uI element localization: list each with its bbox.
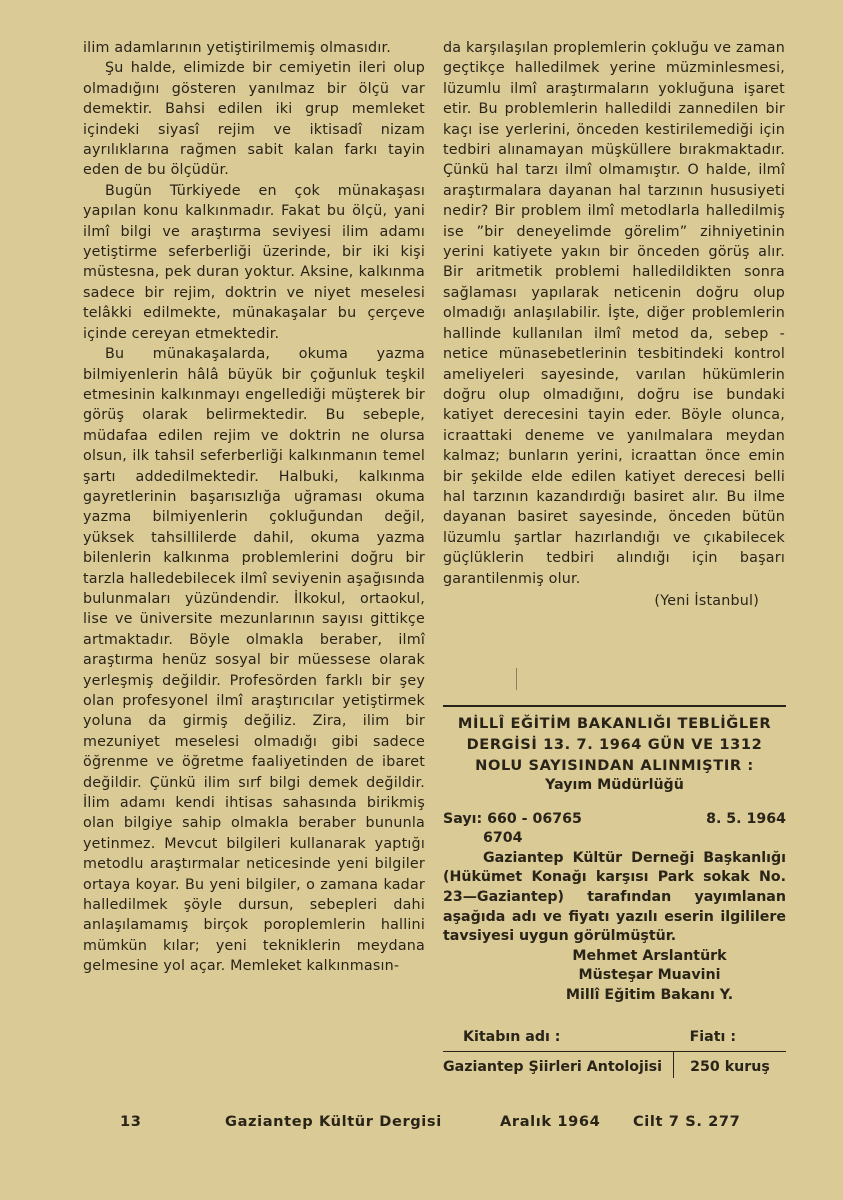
signer-title: Müsteşar Muavini: [578, 967, 721, 984]
notice-reference-extra: [443, 829, 786, 849]
notice-title: MİLLÎ EĞİTİM BAKANLIĞI TEBLİĞLER DERGİSİ 13. 7. 1964 GÜN VE 1312 NOLU SAYISINDAN ALINMIŞTIR :: [457, 715, 772, 774]
book-name: Gaziantep Şiirleri Antolojisi: [443, 1052, 674, 1078]
paragraph: Bugün Türkiyede en çok münakaşası yapılan konu kalkınmadır. Fakat bu ölçü, yani ilmî bilgi ve araştırma seviyesi ilim adamı yetiştirme seferberliği üzerinde, bir iki kişi müstesna, pek duran yoktur. Aksine, kalkınma sadece bir rejim, doktrin ve niyet meselesi telâkki edilmekte, münakaşalar bu çerçeve içinde cereyan etmektedir.: [83, 182, 425, 342]
paragraph: Bu münakaşalarda, okuma yazma bilmiyenlerin hâlâ büyük bir çoğunluk teşkil etmesinin kalkınmayı engellediği müşterek bir görüş olarak belirmektedir. Bu sebeple, müdafaa edilen rejim ve doktrin ne olursa olsun, ilk tahsil seferberliği kalkınmanın temel şartı addedilmektedir. Halbuki, kalkınma gayretlerinin başarısızlığa uğraması okuma yazma bilmiyenlerin çokluğundan değil, yüksek tahsillilerde dahil, okuma yazma bilenlerin kalkınma problemlerini doğru bir tarzla halledebilecek ilmî seviyenin aşağısında bulunmaları yüzündendir. İlkokul, ortaokul, lise ve üniversite mezunlarının sayısı gittikçe artmaktadır. Böyle olmakla beraber, ilmî araştırma henüz sosyal bir müessese olarak yerleşmiş değildir. Profesörden farklı bir şey olan profesyonel ilmî araştırıcılar yetiştirmek yoluna da girmiş değiliz. Zira, ilim bir mezuniyet meselesi olmadığı gibi sadece öğrenme ve öğretme faaliyetinden de ibaret değildir. Çünkü ilim sırf bilgi demek değildir. İlim adamı kendi ihtisas sahasında birikmiş olan bilgiye sahip olmakla beraber bununla yetinmez. Mevcut bilgileri kullanarak yaptığı metodlu araştırmalar neticesinde yeni bilgiler ortaya koyar. Bu yeni bilgiler, o zamana kadar halledilmek şöyle dursun, sebepleri dahi anlaşılamamış birçok poroplemlerin hallini mümkün kılar; yeni tekniklerin meydana gelmesine yol açar. Memleket kalkınmasın-: [83, 346, 425, 975]
signer-name: Mehmet Arslantürk: [572, 947, 727, 964]
left-column: [83, 38, 425, 977]
journal-name: Gaziantep Kültür Dergisi: [225, 1113, 442, 1130]
notice-subtitle: Yayım Müdürlüğü: [545, 777, 684, 793]
price-table: [443, 1051, 786, 1078]
right-column: [443, 38, 785, 611]
book-price-header: Fiatı :: [689, 1028, 736, 1045]
signer-office: Millî Eğitim Bakanı Y.: [565, 986, 734, 1003]
paragraph: da karşılaşılan proplemlerin çokluğu ve zaman geçtikçe halledilmek yerine müzminlesmesi, lüzumlu ilmî araştırmaların yokluğuna işaret etir. Bu problemlerin halledildi zannedilen bir kaçı ise yerlerini, önceden kestirilemediği için tedbiri alınamayan müşküllere bırakmaktadır. Çünkü hal tarzı ilmî olmamıştır. O halde, ilmî araştırmalara dayanan hal tarzının hususiyeti nedir? Bir problem ilmî metodlarla halledilmiş ise ”bir deneyelimde görelim” zihniyetinin yerini katiyete yakın bir önceden görüş alır. Bir aritmetik problemi halledildikten sonra sağlaması yapılarak neticenin doğru olup olmadığı anlaşılabilir. İşte, diğer problemlerin hallinde kullanılan ilmî metod da, sebep - netice münasebetlerinin tesbitindeki kontrol ameliyeleri sayesinde, varılan hükümlerin doğru olup olmadığını, doğru ise bundaki katiyet derecesini tayin eder. Böyle olunca, icraattaki deneme ve yanılmalara meydan kalmaz; bunların yerini, icraattan önce emin bir şekilde elde edilen katiyet derecesi belli hal tarzının kazandırdığı basiret alır. Bu ilme dayanan basiret sayesinde, önceden bütün lüzumlu şartlar hazırlandığı ve çıkabilecek güçlüklerin tedbiri alındığı için başarı garantilenmiş olur.: [443, 40, 785, 587]
paragraph: Şu halde, elimizde bir cemiyetin ileri olup olmadığını gösteren yanılmaz bir ölçü var demektir. Bahsi edilen iki grup memleket içindeki siyasî rejim ve iktisadî nizam ayrılıklarına rağmen sabit kalan farkı tayin eden de bu ölçüdür.: [83, 60, 425, 179]
price-table-header: [443, 1028, 786, 1048]
issue-volume: Cilt 7 S. 277: [633, 1113, 741, 1130]
notice-reference: [443, 810, 786, 830]
issue-date: Aralık 1964: [500, 1113, 601, 1130]
notice-text: Gaziantep Kültür Derneği Başkanlığı (Hükümet Konağı karşısı Park sokak No. 23—Gaziantep) tarafından yayımlanan aşağıda adı ve fiyatı yazılı eserin ilgililere tavsiyesi uygun görülmüştür.: [443, 849, 786, 945]
reference-subnumber: 6704: [483, 830, 523, 847]
reference-date: 8. 5. 1964: [706, 810, 786, 827]
divider: [516, 668, 517, 690]
article-source: (Yeni İstanbul): [654, 592, 759, 609]
page-number: 13: [120, 1113, 142, 1130]
book-price: 250 kuruş: [690, 1059, 770, 1076]
ministry-notice: [443, 705, 786, 1078]
paragraph: ilim adamlarının yetiştirilmemiş olmasıdır.: [83, 40, 392, 56]
book-name-header: Kitabın adı :: [463, 1028, 561, 1045]
reference-number: Sayı: 660 - 06765: [443, 810, 582, 827]
notice-body: [443, 849, 786, 947]
